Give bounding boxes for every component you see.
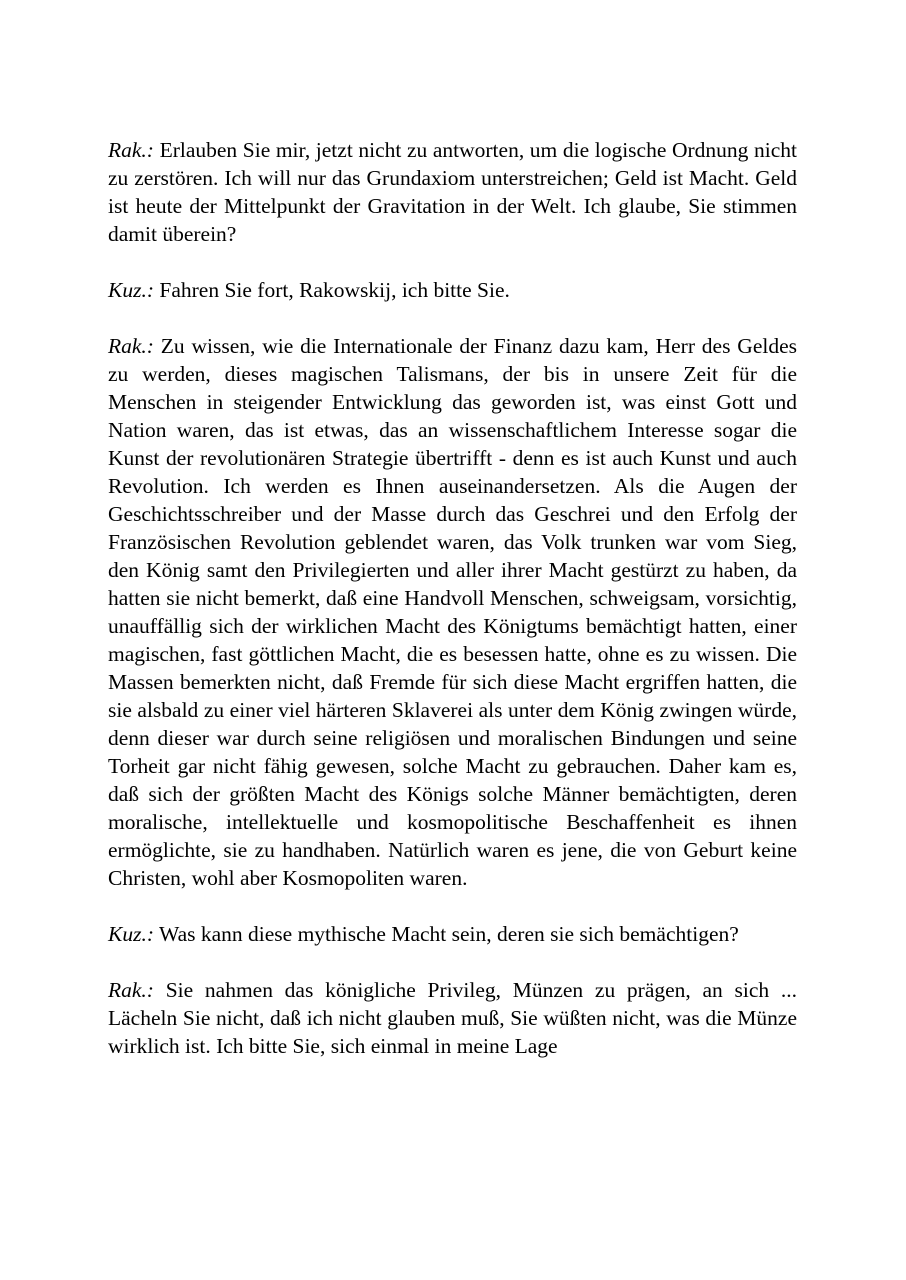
dialogue-paragraph-1 xyxy=(108,136,797,248)
dialogue-paragraph-2 xyxy=(108,276,797,304)
dialogue-text: Was kann diese mythische Macht sein, deren sie sich bemächtigen? xyxy=(159,922,739,946)
dialogue-text: Fahren Sie fort, Rakowskij, ich bitte Sie. xyxy=(159,278,510,302)
speaker-label: Rak.: xyxy=(108,334,154,358)
dialogue-paragraph-5 xyxy=(108,976,797,1060)
dialogue-paragraph-4 xyxy=(108,920,797,948)
speaker-label: Kuz.: xyxy=(108,922,154,946)
dialogue-text: Zu wissen, wie die Internationale der Finanz dazu kam, Herr des Geldes zu werden, dieses magischen Talismans, der bis in unsere Zeit für die Menschen in steigender Entwicklung das geworden ist, was einst Gott und Nation waren, das ist etwas, das an wissenschaftlichem Interesse sogar die Kunst der revolutionären Strategie übertrifft - denn es ist auch Kunst und auch Revolution. Ich werden es Ihnen auseinandersetzen. Als die Augen der Geschichtsschreiber und der Masse durch das Geschrei und den Erfolg der Französischen Revolution geblendet waren, das Volk trunken war vom Sieg, den König samt den Privilegierten und aller ihrer Macht gestürzt zu haben, da hatten sie nicht bemerkt, daß eine Handvoll Menschen, schweigsam, vorsichtig, unauffällig sich der wirklichen Macht des Königtums bemächtigt hatten, einer magischen, fast göttlichen Macht, die es besessen hatte, ohne es zu wissen. Die Massen bemerkten nicht, daß Fremde für sich diese Macht ergriffen hatten, die sie alsbald zu einer viel härteren Sklaverei als unter dem König zwingen würde, denn dieser war durch seine religiösen und moralischen Bindungen und seine Torheit gar nicht fähig gewesen, solche Macht zu gebrauchen. Daher kam es, daß sich der größten Macht des Königs solche Männer bemächtigten, deren moralische, intellektuelle und kosmopolitische Beschaffenheit es ihnen ermöglichte, sie zu handhaben. Natürlich waren es jene, die von Geburt keine Christen, wohl aber Kosmopoliten waren. xyxy=(108,334,797,890)
speaker-label: Kuz.: xyxy=(108,278,154,302)
dialogue-text: Sie nahmen das königliche Privileg, Münzen zu prägen, an sich ... Lächeln Sie nicht, daß ich nicht glauben muß, Sie wüßten nicht, was die Münze wirklich ist. Ich bitte Sie, sich einmal in meine Lage xyxy=(108,978,798,1058)
speaker-label: Rak.: xyxy=(108,138,154,162)
document-page xyxy=(108,136,797,1088)
dialogue-paragraph-3 xyxy=(108,332,797,892)
dialogue-text: Erlauben Sie mir, jetzt nicht zu antworten, um die logische Ordnung nicht zu zerstören. Ich will nur das Grundaxiom unterstreichen; Geld ist Macht. Geld ist heute der Mittelpunkt der Gravitation in der Welt. Ich glaube, Sie stimmen damit überein? xyxy=(108,138,797,246)
speaker-label: Rak.: xyxy=(108,978,154,1002)
